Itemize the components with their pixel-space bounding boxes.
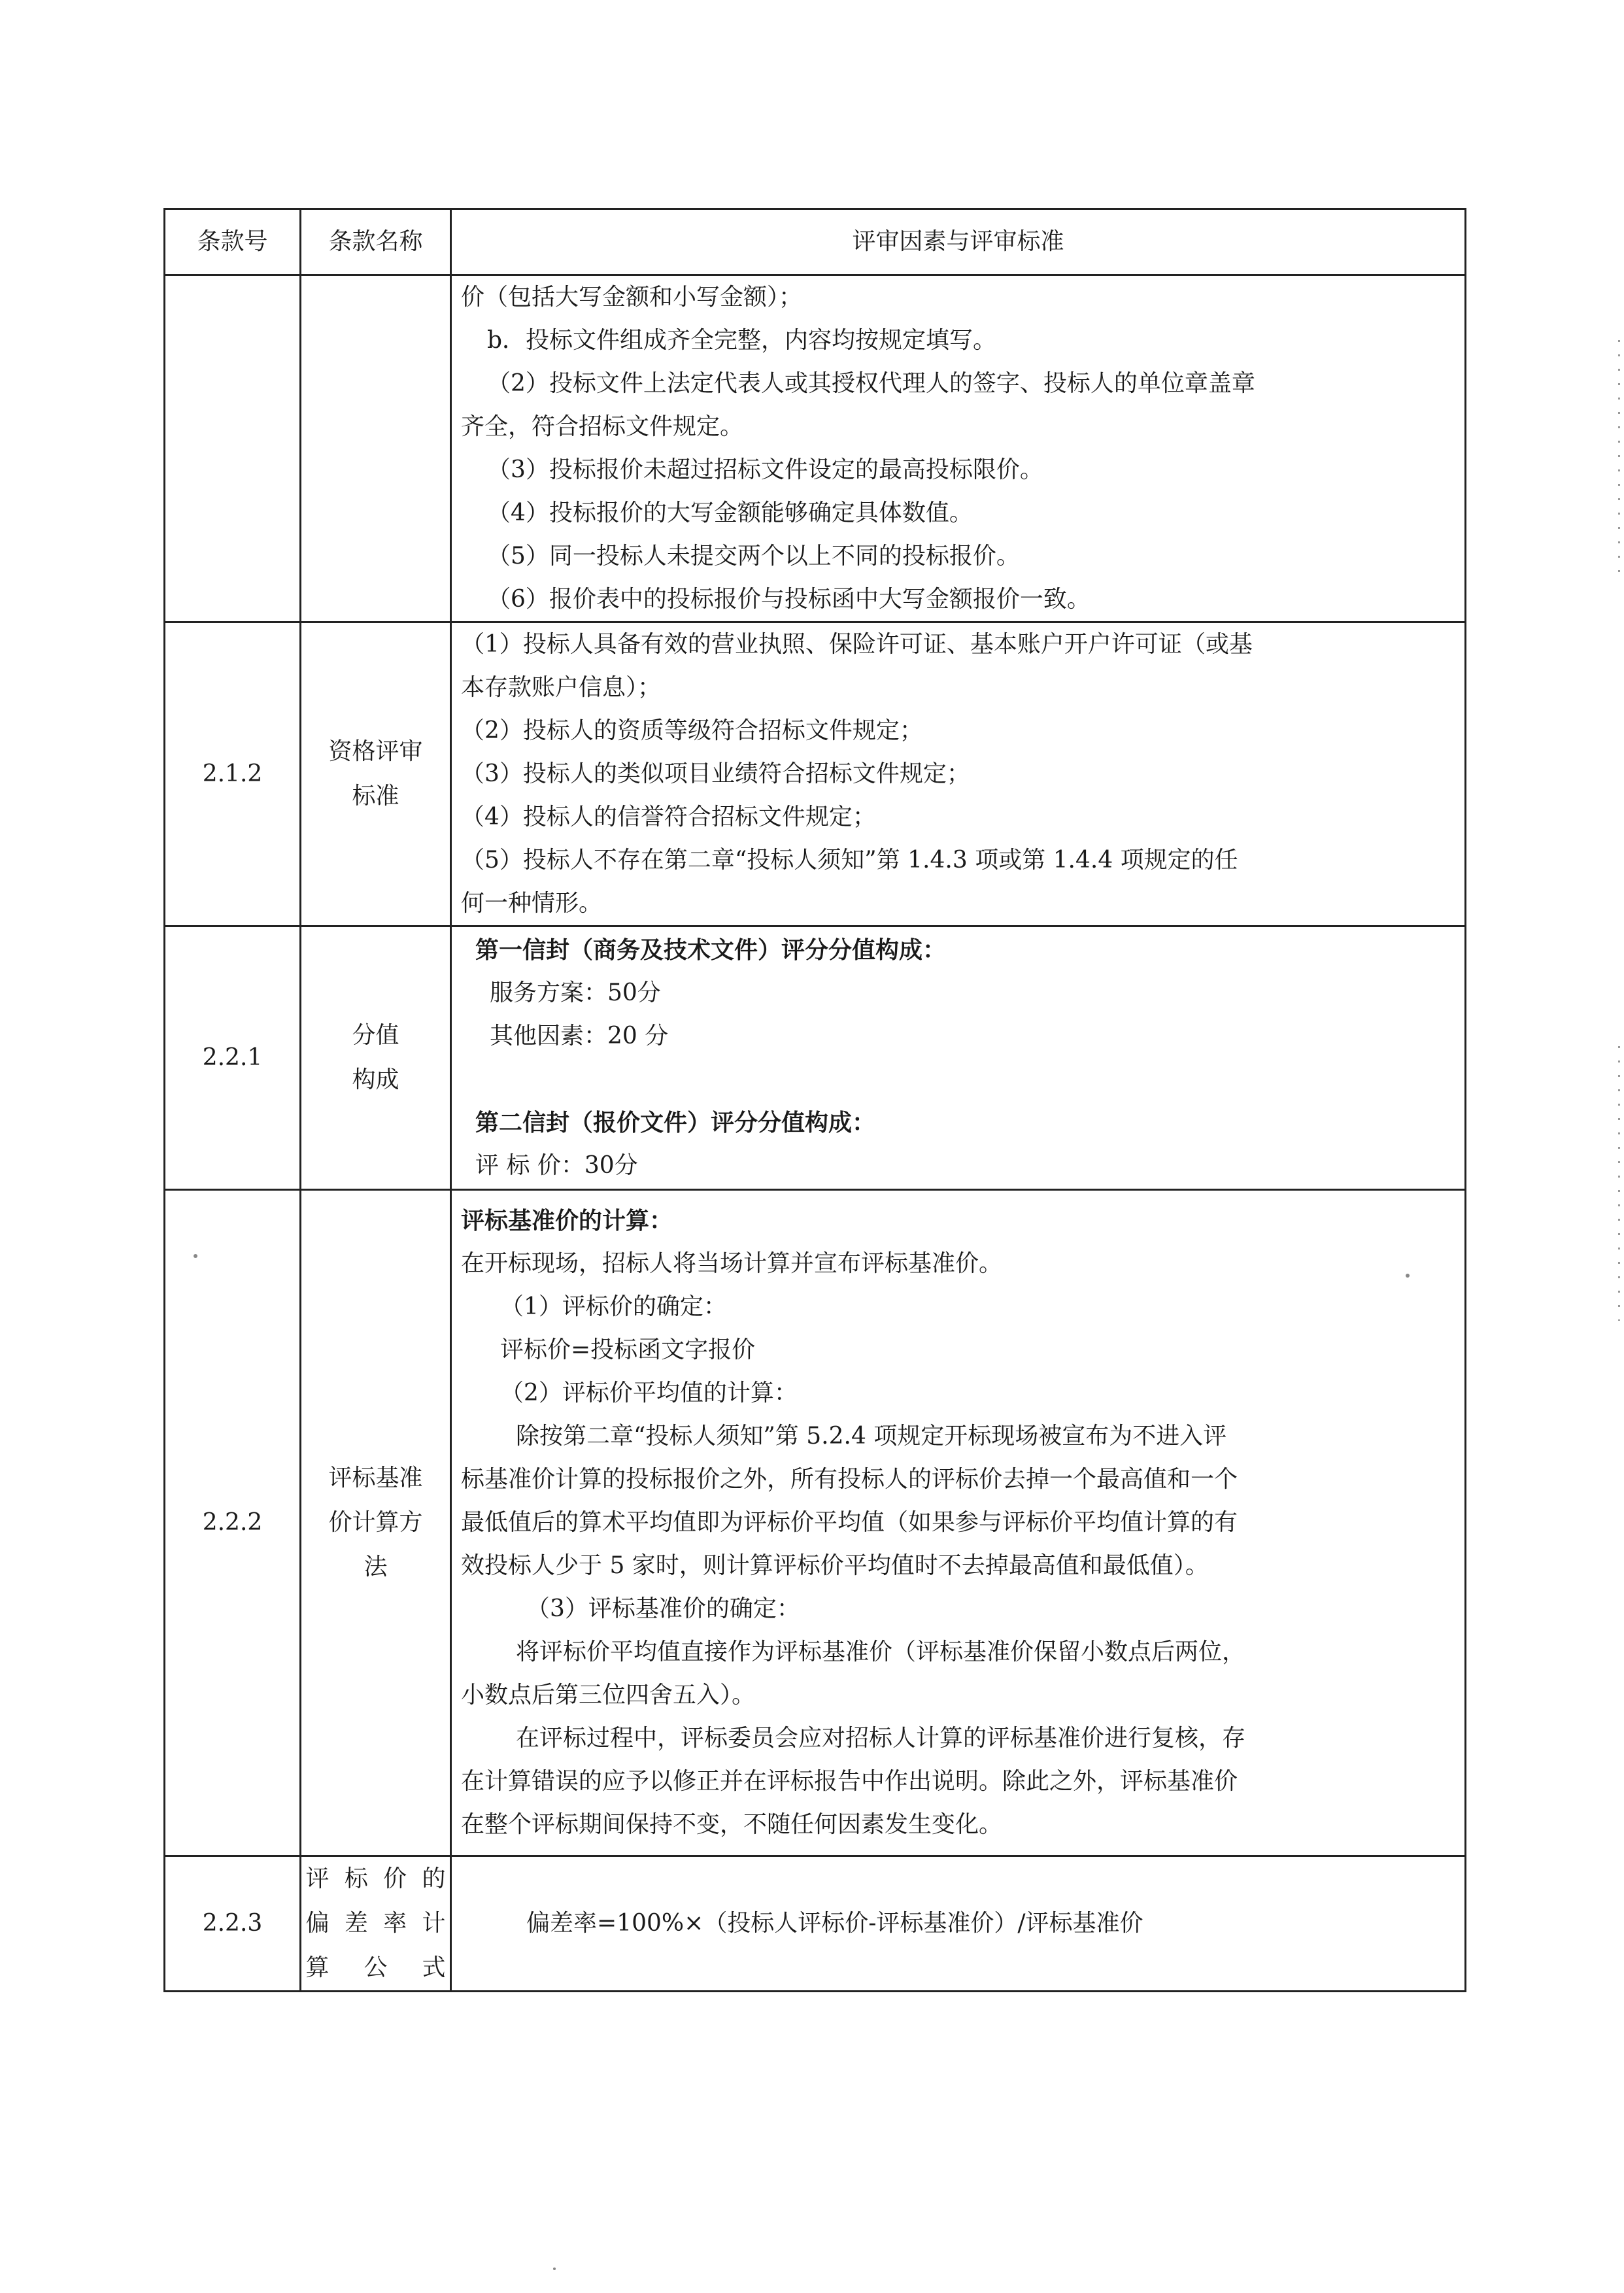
table-header-row — [165, 209, 1466, 275]
clause-name-cell — [301, 1190, 451, 1856]
header-criteria: 评审因素与评审标准 — [451, 209, 1466, 275]
criteria-line: 本存款账户信息）； — [461, 674, 662, 701]
criteria-cell — [451, 622, 1466, 926]
clause-name-line: 价计算方 — [328, 1509, 423, 1536]
table-row — [165, 1856, 1466, 1992]
envelope-two-heading: 第二信封（报价文件）评分分值构成： — [475, 1109, 876, 1136]
criteria-line: 价（包括大写金额和小写金额）； — [461, 284, 803, 311]
criteria-line: （2）投标人的资质等级符合招标文件规定； — [461, 717, 923, 744]
table-row — [165, 1190, 1466, 1856]
criteria-line: 在计算错误的应予以修正并在评标报告中作出说明。除此之外，评标基准价 — [461, 1768, 1238, 1795]
criteria-line: （3）投标人的类似项目业绩符合招标文件规定； — [461, 760, 970, 787]
clause-name-line: 资格评审 — [328, 738, 423, 765]
scan-speck — [1406, 1274, 1410, 1278]
criteria-line: 在评标过程中，评标委员会应对招标人计算的评标基准价进行复核，存 — [516, 1725, 1246, 1752]
criteria-line: （1）评标价的确定： — [500, 1293, 727, 1320]
envelope-one-heading: 第一信封（商务及技术文件）评分分值构成： — [475, 936, 947, 964]
scan-edge-marks — [1618, 340, 1620, 575]
criteria-line: （5）同一投标人未提交两个以上不同的投标报价。 — [487, 543, 1020, 569]
clause-name-line: 法 — [364, 1554, 388, 1580]
table-row — [165, 622, 1466, 926]
criteria-line: （2）投标文件上法定代表人或其授权代理人的签字、投标人的单位章盖章 — [487, 370, 1255, 397]
clause-no-cell — [165, 275, 301, 622]
clause-name-cell — [301, 622, 451, 926]
criteria-line: 评标价=投标函文字报价 — [500, 1336, 756, 1363]
criteria-line: （6）报价表中的投标报价与投标函中大写金额报价一致。 — [487, 586, 1091, 613]
criteria-line: 评 标 价：30分 — [475, 1152, 638, 1179]
clause-name-cell — [301, 1856, 451, 1992]
criteria-line: 标基准价计算的投标报价之外，所有投标人的评标价去掉一个最高值和一个 — [461, 1466, 1238, 1493]
scan-edge-marks — [1618, 1046, 1620, 1321]
criteria-line: （4）投标人的信誉符合招标文件规定； — [461, 804, 876, 830]
criteria-line: （4）投标报价的大写金额能够确定具体数值。 — [487, 500, 973, 526]
clause-name-line: 评标基准 — [328, 1465, 423, 1491]
clause-no-cell: 2.2.3 — [165, 1856, 301, 1992]
header-clause-name: 条款名称 — [301, 209, 451, 275]
header-clause-no: 条款号 — [165, 209, 301, 275]
criteria-line: （3）投标报价未超过招标文件设定的最高投标限价。 — [487, 456, 1043, 483]
criteria-cell — [451, 1856, 1466, 1992]
criteria-line: 其他因素：20 分 — [490, 1023, 669, 1049]
criteria-line: 何一种情形。 — [461, 890, 603, 917]
clause-name-line: 偏差率计 — [305, 1910, 446, 1937]
clause-no-cell: 2.1.2 — [165, 622, 301, 926]
scan-speck — [194, 1254, 197, 1258]
criteria-line: 在整个评标期间保持不变，不随任何因素发生变化。 — [461, 1811, 1003, 1838]
clause-name-line: 算公式 — [305, 1954, 446, 1981]
criteria-line: 在开标现场，招标人将当场计算并宣布评标基准价。 — [461, 1250, 1003, 1277]
evaluation-criteria-table — [163, 208, 1466, 1992]
deviation-formula: 偏差率=100%×（投标人评标价-评标基准价）/评标基准价 — [526, 1910, 1143, 1937]
table-row — [165, 275, 1466, 622]
clause-name-line: 分值 — [352, 1022, 399, 1049]
criteria-line: 齐全，符合招标文件规定。 — [461, 413, 744, 440]
criteria-line: （2）评标价平均值的计算： — [500, 1380, 798, 1406]
criteria-line: 除按第二章“投标人须知”第 5.2.4 项规定开标现场被宣布为不进入评 — [516, 1423, 1227, 1450]
criteria-heading: 评标基准价的计算： — [461, 1207, 673, 1234]
criteria-cell — [451, 275, 1466, 622]
blank-line — [461, 1058, 1457, 1101]
criteria-line: （5）投标人不存在第二章“投标人须知”第 1.4.3 项或第 1.4.4 项规定的任 — [461, 847, 1238, 874]
table-row — [165, 926, 1466, 1190]
clause-name-cell — [301, 275, 451, 622]
criteria-line: 效投标人少于 5 家时，则计算评标价平均值时不去掉最高值和最低值）。 — [461, 1552, 1209, 1579]
criteria-line: （1）投标人具备有效的营业执照、保险许可证、基本账户开户许可证（或基 — [461, 631, 1253, 658]
criteria-line: b．投标文件组成齐全完整，内容均按规定填写。 — [487, 327, 997, 354]
clause-name-line: 标准 — [352, 783, 399, 809]
clause-no-cell: 2.2.1 — [165, 926, 301, 1190]
criteria-line: 最低值后的算术平均值即为评标价平均值（如果参与评标价平均值计算的有 — [461, 1509, 1238, 1536]
criteria-cell — [451, 926, 1466, 1190]
criteria-line: 小数点后第三位四舍五入）。 — [461, 1682, 756, 1708]
scan-speck — [553, 2268, 556, 2270]
criteria-line: 服务方案：50分 — [490, 979, 661, 1006]
clause-no-cell: 2.2.2 — [165, 1190, 301, 1856]
criteria-line: （3）评标基准价的确定： — [526, 1595, 800, 1622]
clause-name-cell — [301, 926, 451, 1190]
clause-name-line: 构成 — [352, 1066, 399, 1093]
criteria-cell — [451, 1190, 1466, 1856]
clause-name-line: 评标价的 — [305, 1865, 446, 1892]
criteria-line: 将评标价平均值直接作为评标基准价（评标基准价保留小数点后两位， — [516, 1639, 1246, 1665]
